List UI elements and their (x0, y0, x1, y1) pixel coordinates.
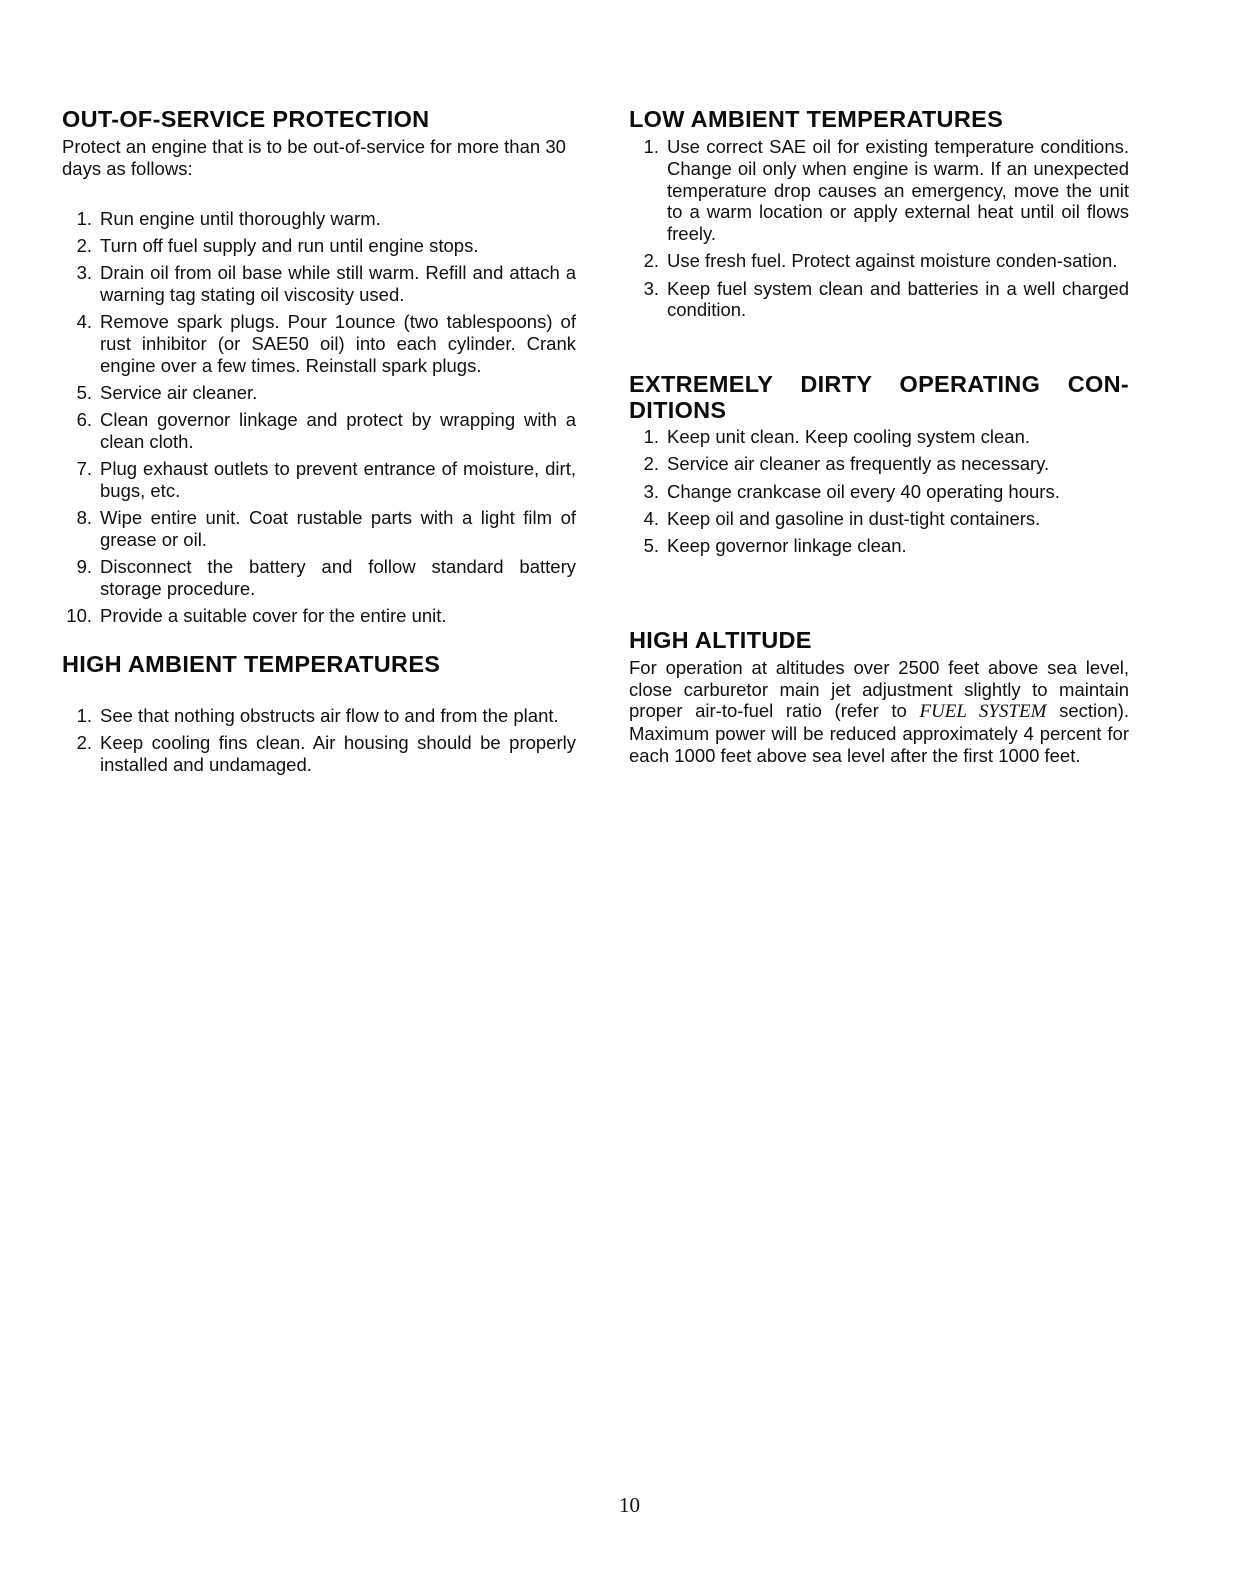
list-item-number: 3. (643, 480, 659, 502)
list-item-text: Provide a suitable cover for the entire unit. (100, 604, 447, 626)
high-ambient-list (62, 705, 576, 776)
list-item-text: Clean governor linkage and protect by wrapping with a clean cloth. (100, 408, 576, 452)
list-item (62, 409, 576, 453)
list-item-text: Run engine until thoroughly warm. (100, 207, 381, 229)
low-ambient-section (629, 104, 1129, 321)
out-of-service-section (62, 104, 576, 627)
list-item (62, 382, 576, 404)
list-item (62, 262, 576, 306)
list-item-number: 8. (76, 506, 92, 528)
list-item-text: Turn off fuel supply and run until engine stops. (100, 234, 479, 256)
list-item (62, 458, 576, 502)
list-item (62, 208, 576, 230)
list-item (629, 481, 1129, 503)
list-item-text: Service air cleaner. (100, 381, 258, 403)
list-item-text: Use correct SAE oil for existing temperature conditions. Change oil only when engine is warm. If an unexpected temperature drop causes an emergency, move the unit to a warm location or apply external heat until oil flows freely. (667, 136, 1129, 245)
list-item-text: Keep oil and gasoline in dust-tight containers. (667, 507, 1041, 529)
list-item-number: 1. (76, 207, 92, 229)
list-item-text: Disconnect the battery and follow standard battery storage procedure. (100, 555, 576, 599)
list-item (62, 705, 576, 727)
list-item-number: 2. (643, 453, 659, 475)
list-item-text: Remove spark plugs. Pour 1ounce (two tablespoons) of rust inhibitor (or SAE50 oil) into each cylinder. Crank engine over a few times. Reinstall spark plugs. (100, 310, 576, 376)
low-ambient-list (629, 136, 1129, 321)
list-item-number: 5. (643, 534, 659, 556)
list-item (62, 311, 576, 376)
list-item (62, 507, 576, 551)
list-item-number: 5. (76, 381, 92, 403)
section-title-out-of-service: OUT-OF-SERVICE PROTECTION (62, 106, 430, 132)
list-item-number: 2. (643, 250, 659, 272)
list-item (62, 732, 576, 776)
list-item-number: 2. (76, 234, 92, 256)
list-item (62, 605, 576, 627)
section-title-high-ambient: HIGH AMBIENT TEMPERATURES (62, 650, 441, 677)
list-item-text: See that nothing obstructs air flow to and from the plant. (100, 704, 559, 726)
section-title-dirty-conditions: EXTREMELY DIRTY OPERATING CON-DITIONS (629, 371, 1129, 424)
high-altitude-text-after: section). Maximum power will be reduced approximately 4 percent for each 1000 feet above sea level after the first 1000 feet. (629, 700, 1129, 766)
list-item-number: 1. (643, 426, 659, 448)
list-item-number: 6. (76, 408, 92, 430)
list-item-number: 1. (643, 136, 659, 157)
list-item (629, 136, 1129, 245)
dirty-conditions-list (629, 426, 1129, 557)
list-item-number: 3. (643, 277, 659, 299)
list-item-text: Keep cooling fins clean. Air housing should be properly installed and undamaged. (100, 731, 576, 775)
list-item (629, 535, 1129, 557)
out-of-service-intro: Protect an engine that is to be out-of-service for more than 30 days as follows: (62, 136, 566, 179)
list-item-text: Keep fuel system clean and batteries in a well charged condition. (667, 277, 1129, 321)
list-item (62, 235, 576, 257)
list-item-text: Change crankcase oil every 40 operating hours. (667, 480, 1060, 502)
section-title-low-ambient: LOW AMBIENT TEMPERATURES (629, 106, 1004, 132)
page-number: 10 (619, 1493, 640, 1517)
list-item-number: 10. (66, 604, 92, 626)
list-item-number: 1. (76, 704, 92, 726)
list-item-number: 9. (76, 555, 92, 577)
list-item-number: 4. (643, 507, 659, 529)
dirty-conditions-section (629, 371, 1129, 557)
left-column (62, 104, 576, 781)
list-item-text: Keep governor linkage clean. (667, 534, 907, 556)
list-item (629, 426, 1129, 448)
list-item-number: 2. (76, 731, 92, 753)
list-item-text: Service air cleaner as frequently as necessary. (667, 453, 1050, 475)
high-ambient-section (62, 649, 576, 776)
list-item-text: Drain oil from oil base while still warm. Refill and attach a warning tag stating oil viscosity used. (100, 261, 576, 305)
list-item (629, 278, 1129, 322)
fuel-system-reference: FUEL SYSTEM (919, 701, 1047, 723)
section-title-high-altitude: HIGH ALTITUDE (629, 626, 812, 653)
list-item-number: 3. (76, 261, 92, 283)
list-item-text: Use fresh fuel. Protect against moisture conden-sation. (667, 250, 1118, 272)
high-altitude-paragraph (629, 657, 1129, 767)
right-column (629, 104, 1129, 767)
high-altitude-section (629, 625, 1129, 767)
out-of-service-list (62, 208, 576, 627)
list-item (629, 508, 1129, 530)
high-altitude-text-before: For operation at altitudes over 2500 feet above sea level, close carburetor main jet adjustment slightly to maintain proper air-to-fuel ratio (refer to (629, 656, 1129, 722)
list-item-text: Plug exhaust outlets to prevent entrance of moisture, dirt, bugs, etc. (100, 457, 576, 501)
list-item-number: 4. (76, 310, 92, 332)
list-item (629, 250, 1129, 272)
list-item (62, 556, 576, 600)
list-item-text: Wipe entire unit. Coat rustable parts with a light film of grease or oil. (100, 506, 576, 550)
list-item-number: 7. (76, 457, 92, 479)
list-item-text: Keep unit clean. Keep cooling system clean. (667, 426, 1031, 448)
list-item (629, 453, 1129, 475)
